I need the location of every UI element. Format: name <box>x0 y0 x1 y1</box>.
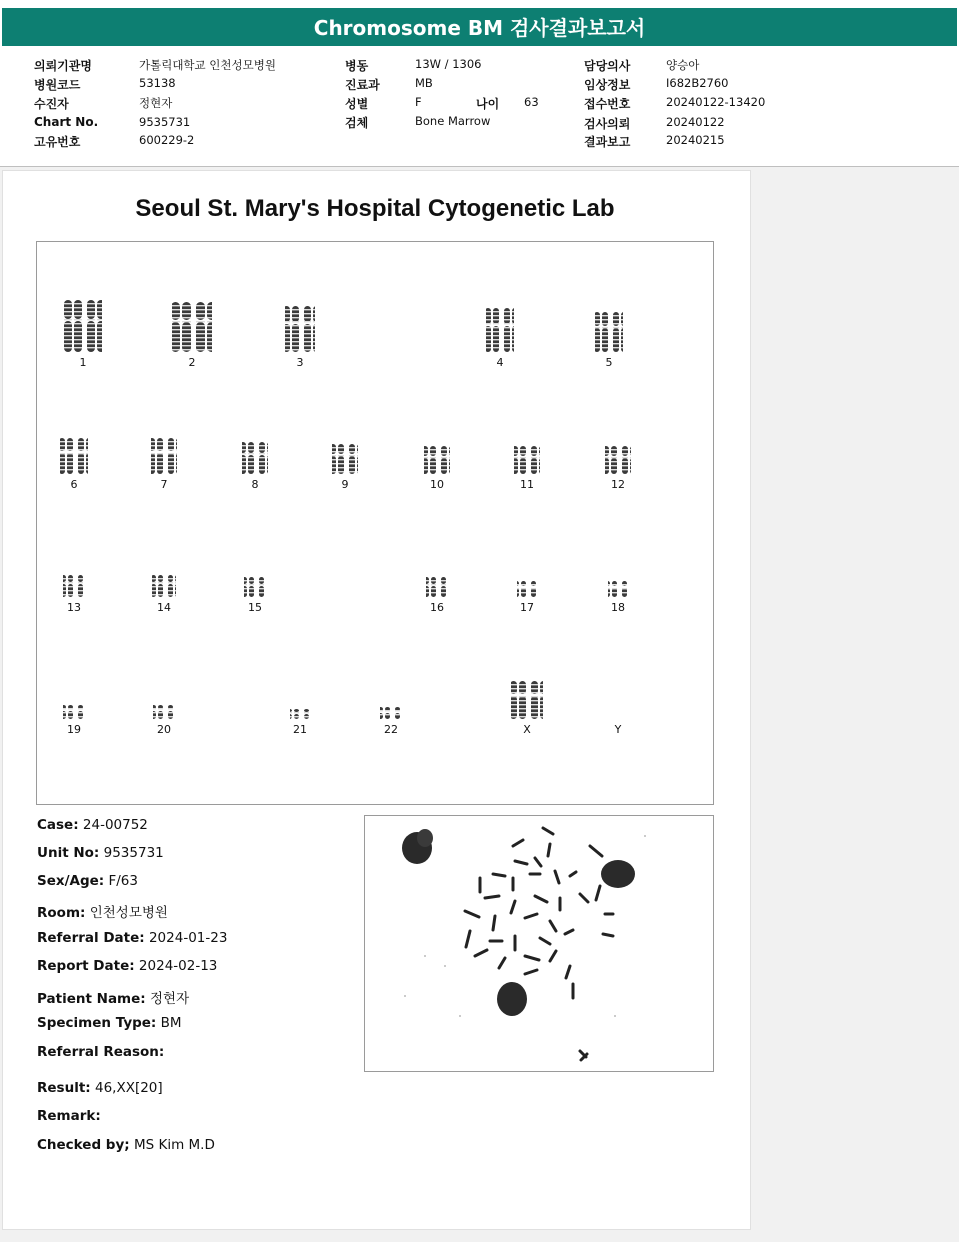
chromosome-12 <box>598 446 638 491</box>
chromosome-19 <box>54 705 94 736</box>
detail-label: Unit No: <box>37 845 100 861</box>
chromosome-pair-graphic <box>517 581 537 597</box>
chromosome-pair-graphic <box>285 306 315 352</box>
chromosome-6 <box>54 438 94 491</box>
value-ward: 13W / 1306 <box>415 57 482 71</box>
chromosome-9 <box>325 444 365 491</box>
label-specimen: 검체 <box>345 116 369 130</box>
metaphase-spread-icon <box>365 816 713 1071</box>
value-chart-no: 9535731 <box>139 115 191 129</box>
chromosome-16 <box>417 577 457 614</box>
detail-value: 정현자 <box>149 991 190 1007</box>
detail-row <box>37 817 148 833</box>
chromosome-label: 8 <box>251 478 259 491</box>
chromosome-label: 3 <box>296 356 304 369</box>
chromosome-label: 10 <box>430 478 444 491</box>
detail-row <box>37 845 164 861</box>
value-age: 63 <box>524 95 539 109</box>
label-clinical-info: 임상정보 <box>584 78 631 92</box>
metaphase-image <box>364 815 714 1072</box>
chromosome-label: 15 <box>248 601 262 614</box>
chromosome-2 <box>172 302 212 369</box>
report-title-bar <box>0 0 959 48</box>
chromosome-label: 11 <box>520 478 534 491</box>
chromosome-pair-graphic <box>64 300 102 352</box>
chromosome-pair-graphic <box>511 681 543 719</box>
chromosome-14 <box>144 575 184 614</box>
detail-row <box>37 1108 101 1124</box>
chromosome-label: 1 <box>79 356 87 369</box>
label-patient: 수진자 <box>34 97 69 111</box>
chromosome-pair-graphic <box>380 707 402 719</box>
detail-row <box>37 873 138 889</box>
chromosome-pair-graphic <box>242 442 268 474</box>
chromosome-pair-graphic <box>60 438 88 474</box>
label-institution: 의뢰기관명 <box>34 59 92 73</box>
chromosome-4 <box>480 308 520 369</box>
chromosome-1 <box>63 300 103 369</box>
detail-label: Report Date: <box>37 958 135 974</box>
detail-label: Sex/Age: <box>37 873 105 889</box>
chromosome-20 <box>144 705 184 736</box>
label-ward: 병동 <box>345 59 369 73</box>
chromosome-5 <box>589 312 629 369</box>
chromosome-pair-graphic <box>63 575 85 597</box>
chromosome-label: 22 <box>384 723 398 736</box>
chromosome-label: 2 <box>188 356 196 369</box>
value-patient: 정현자 <box>139 96 173 110</box>
chromosome-label: X <box>523 723 531 736</box>
chromosome-3 <box>280 306 320 369</box>
detail-row <box>37 1080 163 1096</box>
chromosome-pair-graphic <box>153 705 175 719</box>
value-hospital-code: 53138 <box>139 76 176 90</box>
detail-row <box>37 1015 182 1031</box>
label-physician: 담당의사 <box>584 59 631 73</box>
detail-value: MS Kim M.D <box>133 1137 215 1153</box>
label-department: 진료과 <box>345 78 380 92</box>
chromosome-label: 20 <box>157 723 171 736</box>
value-physician: 양승아 <box>666 58 700 72</box>
detail-label: Room: <box>37 905 86 921</box>
chromosome-pair-graphic <box>426 577 448 597</box>
chromosome-11 <box>507 446 547 491</box>
chromosome-label: 5 <box>605 356 613 369</box>
chromosome-pair-graphic <box>332 444 358 474</box>
chromosome-x <box>507 681 547 736</box>
detail-value: F/63 <box>108 873 138 889</box>
label-unique-no: 고유번호 <box>34 135 81 149</box>
value-specimen: Bone Marrow <box>415 114 491 128</box>
chromosome-10 <box>417 446 457 491</box>
detail-value: 2024-02-13 <box>138 958 218 974</box>
label-age: 나이 <box>476 97 500 111</box>
chromosome-label: 4 <box>496 356 504 369</box>
value-clinical-info: I682B2760 <box>666 76 729 90</box>
chromosome-label: 18 <box>611 601 625 614</box>
detail-value: 2024-01-23 <box>148 930 228 946</box>
detail-label: Result: <box>37 1080 91 1096</box>
label-report-date: 결과보고 <box>584 135 631 149</box>
chromosome-pair-graphic <box>486 308 514 352</box>
chromosome-label: 12 <box>611 478 625 491</box>
label-chart-no: Chart No. <box>34 115 99 129</box>
detail-row <box>37 958 217 974</box>
label-request-date: 검사의뢰 <box>584 117 631 131</box>
chromosome-7 <box>144 438 184 491</box>
chromosome-8 <box>235 442 275 491</box>
chromosome-pair-graphic <box>514 446 540 474</box>
chromosome-pair-graphic <box>608 581 628 597</box>
chromosome-label: 13 <box>67 601 81 614</box>
chromosome-label: 19 <box>67 723 81 736</box>
chromosome-label: 16 <box>430 601 444 614</box>
detail-value: 46,XX[20] <box>94 1080 163 1096</box>
chromosome-17 <box>507 581 547 614</box>
detail-label: Remark: <box>37 1108 101 1124</box>
chromosome-13 <box>54 575 94 614</box>
chromosome-pair-graphic <box>424 446 450 474</box>
detail-value: 24-00752 <box>82 817 148 833</box>
detail-label: Specimen Type: <box>37 1015 157 1031</box>
lab-title: Seoul St. Mary's Hospital Cytogenetic Lab <box>135 195 615 222</box>
value-institution: 가톨릭대학교 인천성모병원 <box>139 58 276 72</box>
chromosome-pair-graphic <box>63 705 85 719</box>
title-band <box>2 8 957 46</box>
value-sex: F <box>415 95 422 109</box>
chromosome-label: Y <box>614 723 622 736</box>
detail-row <box>37 930 227 946</box>
detail-label: Referral Date: <box>37 930 145 946</box>
patient-info-section <box>0 48 959 167</box>
value-report-date: 20240215 <box>666 133 725 147</box>
chromosome-label: 14 <box>157 601 171 614</box>
label-hospital-code: 병원코드 <box>34 78 81 92</box>
chromosome-label: 9 <box>341 478 349 491</box>
detail-label: Patient Name: <box>37 991 146 1007</box>
value-unique-no: 600229-2 <box>139 133 195 147</box>
detail-value: 인천성모병원 <box>89 905 168 921</box>
detail-row <box>37 987 189 1007</box>
chromosome-pair-graphic <box>152 575 176 597</box>
report-title: Chromosome BM 검사결과보고서 <box>313 16 646 40</box>
detail-row <box>37 901 168 921</box>
chromosome-pair-graphic <box>605 446 631 474</box>
value-department: MB <box>415 76 433 90</box>
chromosome-pair-graphic <box>244 577 266 597</box>
chromosome-15 <box>235 577 275 614</box>
chromosome-pair-graphic <box>172 302 212 352</box>
detail-row <box>37 1044 164 1060</box>
detail-label: Referral Reason: <box>37 1044 165 1060</box>
chromosome-label: 6 <box>70 478 78 491</box>
detail-value: BM <box>160 1015 182 1031</box>
chromosome-21 <box>280 709 320 736</box>
value-request-date: 20240122 <box>666 115 725 129</box>
chromosome-pair-graphic <box>151 438 177 474</box>
karyogram-panel <box>36 241 714 805</box>
detail-label: Case: <box>37 817 79 833</box>
chromosome-22 <box>371 707 411 736</box>
chromosome-y <box>598 719 638 736</box>
value-receipt-no: 20240122-13420 <box>666 95 766 109</box>
chromosome-label: 7 <box>160 478 168 491</box>
detail-row <box>37 1137 215 1153</box>
chromosome-18 <box>598 581 638 614</box>
chromosome-pair-graphic <box>290 709 310 719</box>
chromosome-label: 17 <box>520 601 534 614</box>
detail-value: 9535731 <box>103 845 164 861</box>
label-receipt-no: 접수번호 <box>584 97 631 111</box>
chromosome-label: 21 <box>293 723 307 736</box>
label-sex: 성별 <box>345 97 369 111</box>
detail-label: Checked by; <box>37 1137 130 1153</box>
chromosome-pair-graphic <box>595 312 623 352</box>
